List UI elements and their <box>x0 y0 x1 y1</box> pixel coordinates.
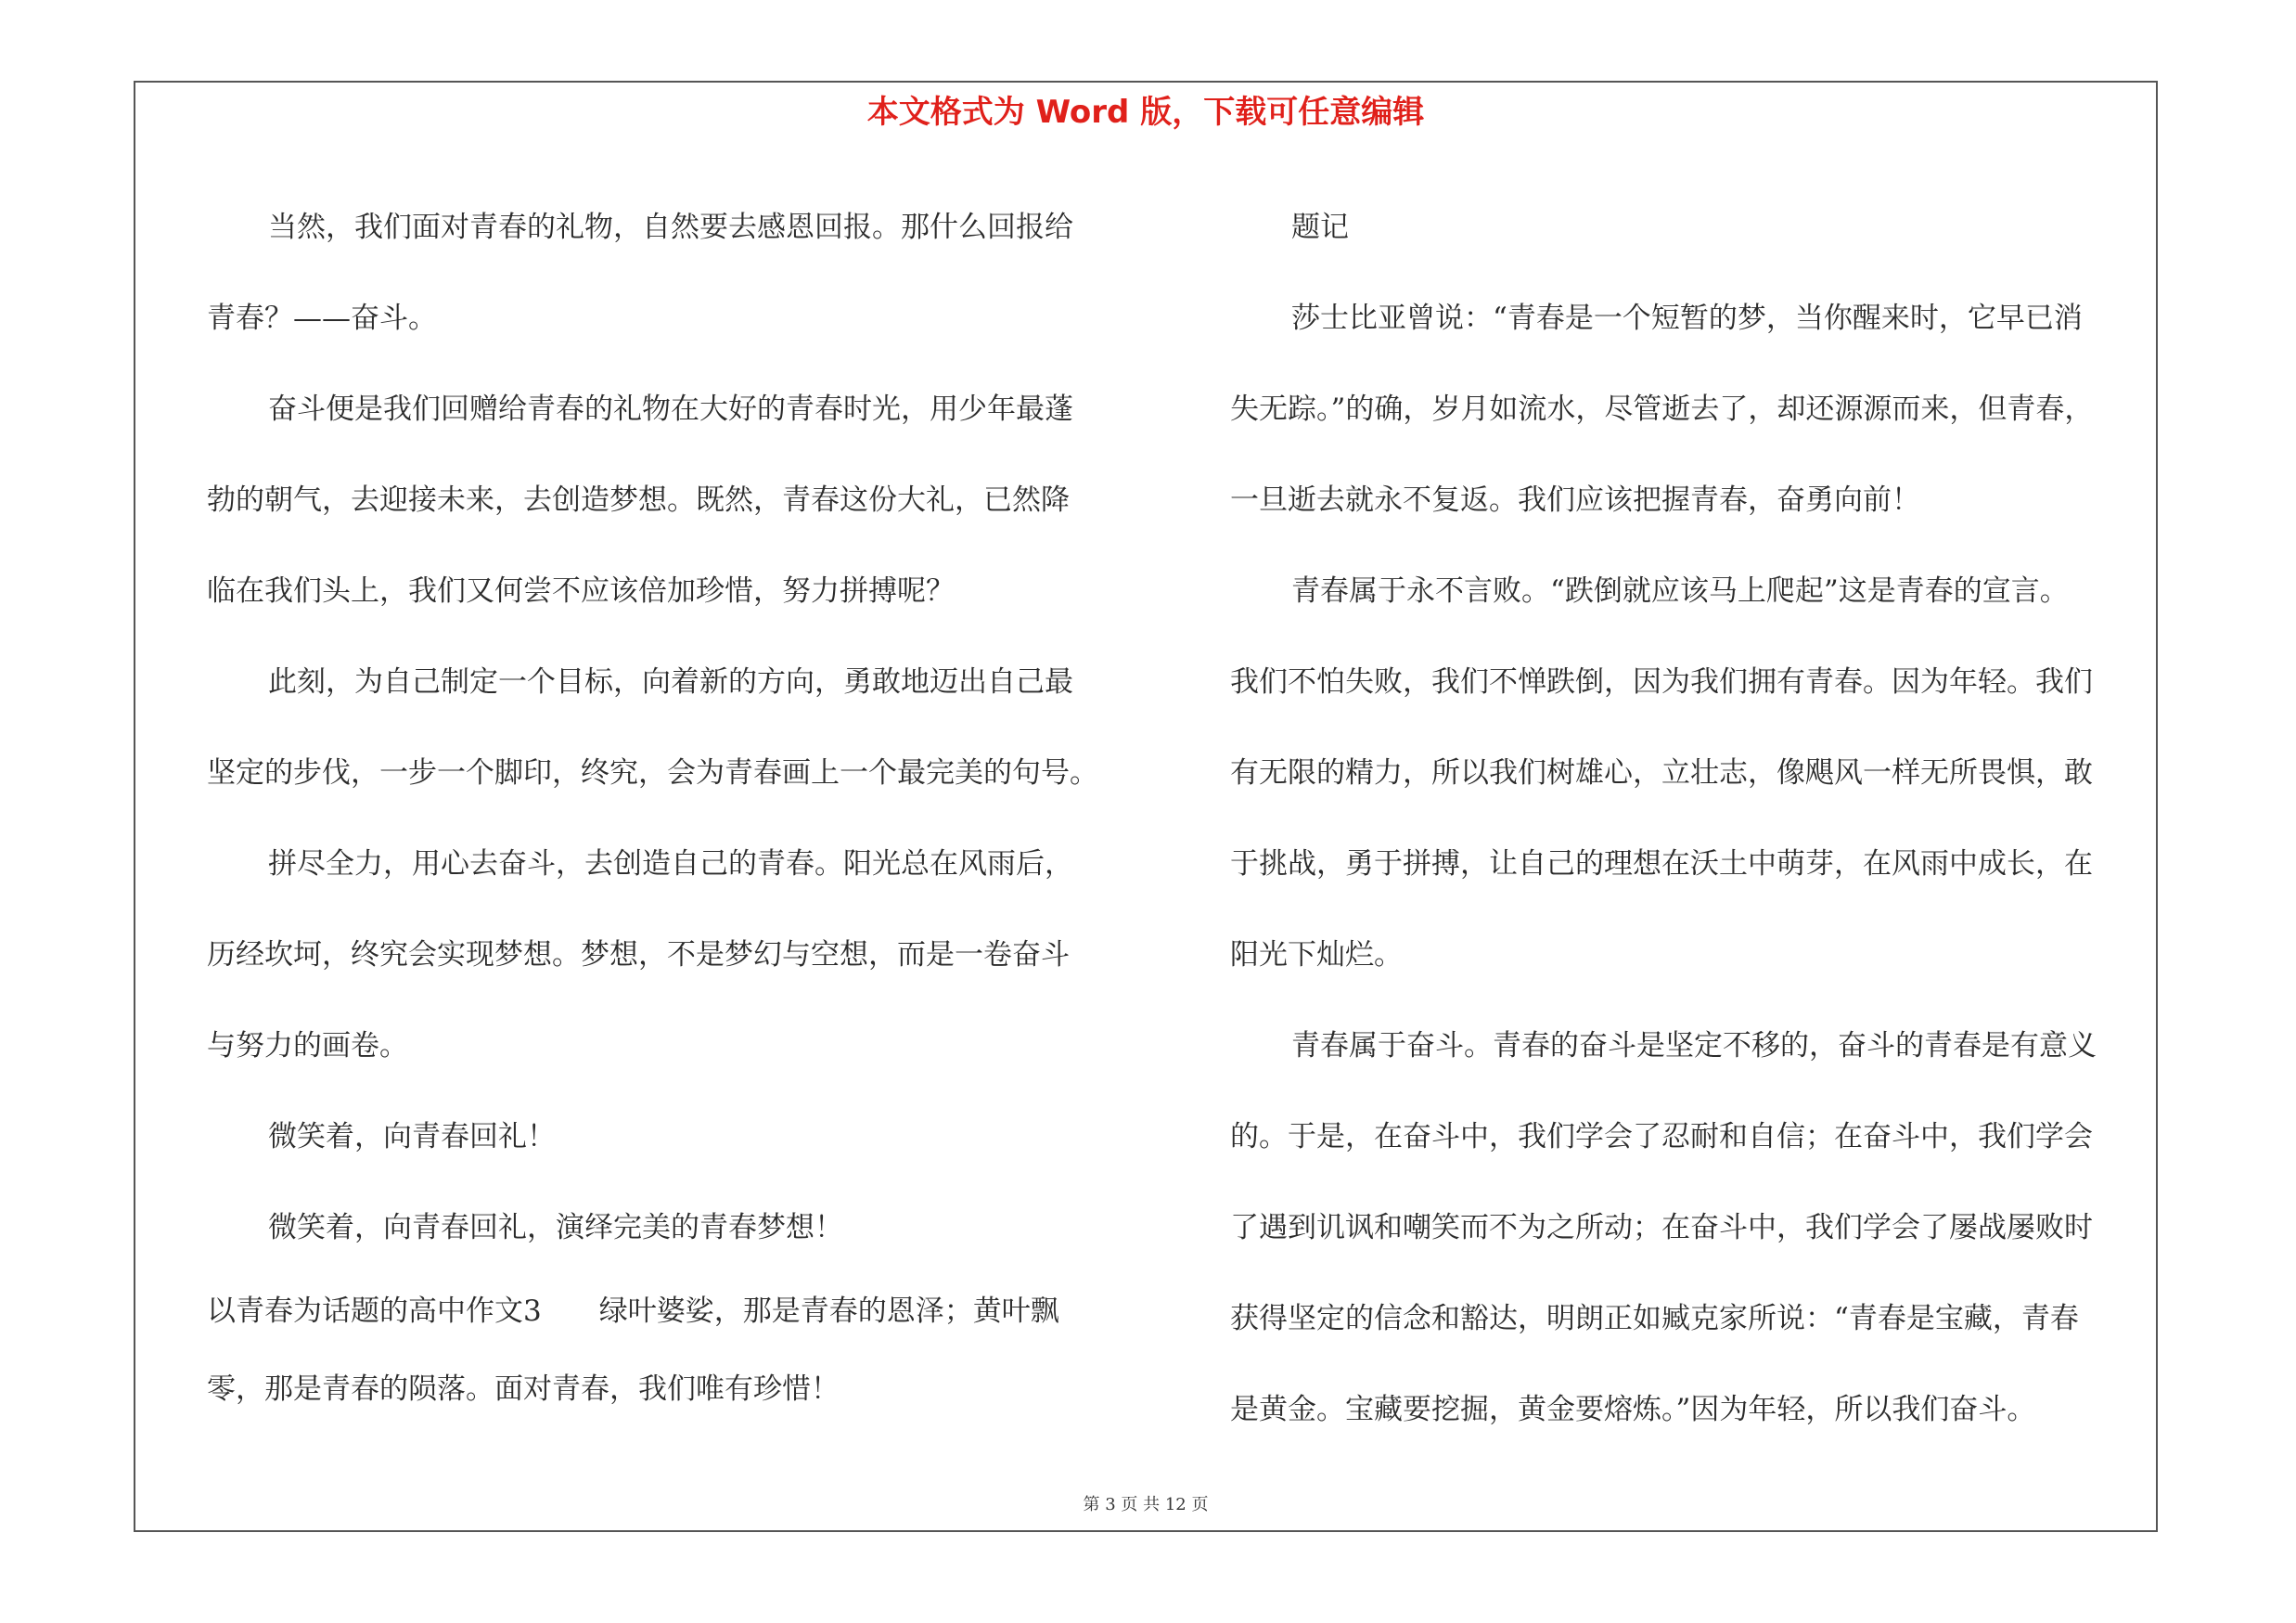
paragraph-line: 有无限的精力，所以我们树雄心，立壮志，像飓风一样无所畏惧，敢 <box>1230 756 2093 790</box>
paragraph-line: 了遇到讥讽和嘲笑而不为之所动；在奋斗中，我们学会了屡战屡败时 <box>1230 1211 2093 1244</box>
paragraph-line: 失无踪。”的确，岁月如流水，尽管逝去了，却还源源而来，但青春， <box>1230 393 2094 426</box>
paragraph-line: 莎士比亚曾说：“青春是一个短暂的梦，当你醒来时，它早已消 <box>1291 302 2083 335</box>
paragraph-line: 此刻，为自己制定一个目标，向着新的方向，勇敢地迈出自己最 <box>268 665 1073 699</box>
paragraph-line: 与努力的画卷。 <box>207 1029 408 1063</box>
page-frame <box>134 81 2158 1532</box>
paragraph-line: 是黄金。宝藏要挖掘，黄金要熔炼。”因为年轻，所以我们奋斗。 <box>1230 1393 2036 1426</box>
essay-title-line: 以青春为话题的高中作文3 绿叶婆娑，那是青春的恩泽；黄叶飘 <box>207 1295 1059 1328</box>
paragraph-line: 一旦逝去就永不复返。我们应该把握青春，奋勇向前！ <box>1230 483 1920 517</box>
paragraph-line: 青春？——奋斗。 <box>207 302 437 335</box>
paragraph-line: 获得坚定的信念和豁达，明朗正如臧克家所说：“青春是宝藏，青春 <box>1230 1302 2079 1335</box>
paragraph-line: 零，那是青春的陨落。面对青春，我们唯有珍惜！ <box>207 1372 840 1406</box>
left-text-column <box>207 182 1135 1435</box>
paragraph-line: 坚定的步伐，一步一个脚印，终究，会为青春画上一个最完美的句号。 <box>207 756 1098 790</box>
paragraph-line: 微笑着，向青春回礼，演绎完美的青春梦想！ <box>268 1211 843 1244</box>
paragraph-line: 我们不怕失败，我们不惮跌倒，因为我们拥有青春。因为年轻。我们 <box>1230 665 2093 699</box>
paragraph-line: 微笑着，向青春回礼！ <box>268 1120 556 1153</box>
right-text-column <box>1230 182 2162 1455</box>
page-number: 第 3 页 共 12 页 <box>1083 1495 1209 1514</box>
paragraph-line: 阳光下灿烂。 <box>1230 938 1403 972</box>
format-banner: 本文格式为 Word 版，下载可任意编辑 <box>866 94 1425 131</box>
paragraph-line: 奋斗便是我们回赠给青春的礼物在大好的青春时光，用少年最蓬 <box>268 393 1073 426</box>
paragraph-line: 的。于是，在奋斗中，我们学会了忍耐和自信；在奋斗中，我们学会 <box>1230 1120 2093 1153</box>
paragraph-line: 历经坎坷，终究会实现梦想。梦想，不是梦幻与空想，而是一卷奋斗 <box>207 938 1070 972</box>
paragraph-line: 拼尽全力，用心去奋斗，去创造自己的青春。阳光总在风雨后， <box>268 847 1073 881</box>
paragraph-line: 青春属于永不言败。“跌倒就应该马上爬起”这是青春的宣言。 <box>1291 574 2069 608</box>
paragraph-line: 勃的朝气，去迎接未来，去创造梦想。既然，青春这份大礼，已然降 <box>207 483 1070 517</box>
paragraph-line: 青春属于奋斗。青春的奋斗是坚定不移的，奋斗的青春是有意义 <box>1291 1029 2097 1063</box>
epigraph-label: 题记 <box>1291 211 1349 244</box>
paragraph-line: 临在我们头上，我们又何尝不应该倍加珍惜，努力拼搏呢？ <box>207 574 955 608</box>
paragraph-line: 于挑战，勇于拼搏，让自己的理想在沃土中萌芽，在风雨中成长，在 <box>1230 847 2093 881</box>
paragraph-line: 当然，我们面对青春的礼物，自然要去感恩回报。那什么回报给 <box>268 211 1073 244</box>
